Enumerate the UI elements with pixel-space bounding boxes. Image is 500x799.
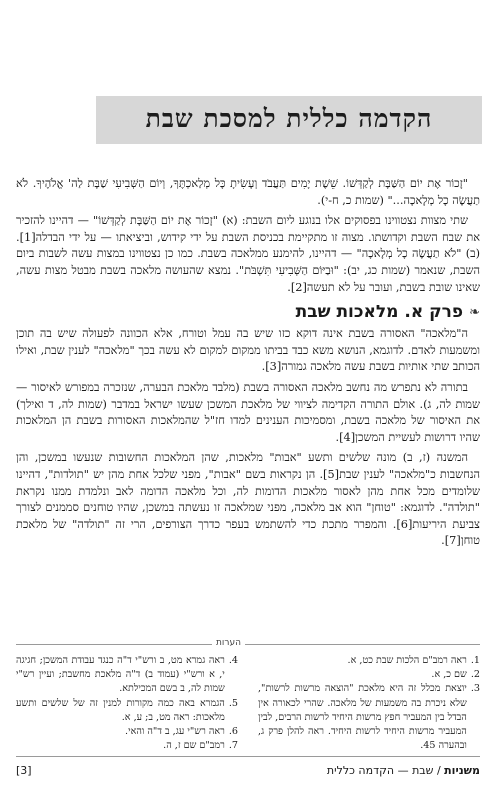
page-number: [3]	[16, 764, 32, 777]
main-text	[16, 176, 480, 554]
running-footer	[327, 764, 480, 777]
footnote: 1. ראה רמב"ם הלכות שבת כט, א.	[347, 655, 480, 666]
footer-divider	[16, 756, 480, 757]
page-title: הקדמה כללית למסכת שבת	[145, 104, 433, 133]
footnote: 4. ראה גמרא מט, ב ורש"י ד"ה כנגד עבודת המשכן; חגיגה י, א ורש"י (עמוד ב) ד"ה מלאכת מחשבת; ועיין רש"י שמות לה, ב בשם המכילתא.	[16, 655, 238, 695]
notes-label: הערות	[212, 638, 245, 648]
footnote: 3. יוצאת מכלל זה היא מלאכת "הוצאה מרשות לרשות", שלא ניכרת בה משמעות של מלאכה. שהרי לכאורה אין הבדל בין המעביר חפץ מרשות היחיד לרשות הרבים, לבין המעביר מרשות היחיד לרשות היחיד. ראה להלן פרק ג, ובהערה 45.	[258, 683, 480, 752]
section-name: שבת — הקדמה כללית	[326, 764, 434, 777]
intro-paragraph: שתי מצוות נצטווינו בפסוקים אלו בנוגע ליום השבת: (א) "זָכוֹר אֶת יוֹם הַשַּׁבָּת לְקַדְּשׁוֹ" — דהיינו להזכיר את שבח השבת וקדושתו. מצוה זו מתקיימת בכניסת השבת על ידי קידוש, וביציאתו — על ידי הבדלה[1]. (ב) "לֹא תַעֲשֶׂה כָל מְלָאכָה" — דהיינו, להימנע ממלאכה בשבת. כמו כן נצטווינו במצות עשה לשבות ביום השבת, שנאמר (שמות כג, יב): "וּבַיּוֹם הַשְּׁבִיעִי תִּשְׁבֹּת". נמצא שהעושה מלאכה בשבת מבטל מצות עשה, שאינו שובת בשבת, ועובר על לא תעשה[2].	[16, 214, 480, 294]
footnote: 6. ראה רש"י עג, ב ד"ה והאי.	[125, 726, 238, 738]
footnote: 2. שם כ, א.	[431, 669, 480, 681]
footnote: 7. רמב"ם שם ז, ה.	[163, 740, 238, 752]
chapter-title: פרק א. מלאכות שבת	[295, 302, 464, 323]
chapter-heading	[16, 302, 480, 322]
body-paragraph: בתורה לא נתפרש מה נחשב מלאכה האסורה בשבת (מלבד מלאכת הבערה, שנזכרה במפורש לאיסור — שמות לה, ג). אולם התורה הקדימה לציווי של מלאכת המשכן שעשו ישראל במדבר (שמות לה, ד ואילך) את האיסור של מלאכה בשבת, ומסמיכות הענינים למדו חז"ל שהמלאכות האסורות בשבת הן המלאכות שהיו דרושות לעשיית המשכן[4].	[16, 380, 480, 444]
fleuron-icon: ❧	[469, 304, 480, 320]
footnotes-right-column	[258, 654, 480, 753]
body-paragraph: ה"מלאכה" האסורה בשבת אינה דוקא כזו שיש בה עמל וטורח, אלא הכוונה לפעולה שיש בה תוכן ומשמעות לאדם. לדוגמא, הנושא משא כבד בביתו ממקום למקום לא עשה בכך "מלאכה" לענין שבת, ואילו הכותב שתי אותיות בשבת עשה מלאכה גמורה[3].	[16, 327, 480, 374]
body-paragraph: המשנה (ז, ב) מונה שלשים ותשע "אבות" מלאכות, שהן המלאכות החשובות שנעשו במשכן, והן הנחשבות כ"מלאכה" לענין שבת[5]. הן נקראות בשם "אבות", מפני שלכל אחת מהן יש "תולדות", דהיינו שלומדים מכל אחת מהן לאסור מלאכות הדומות לה, וכל מלאכה הדומה לאב ונלמדת ממנו נקראת "תולדה". לדוגמא: "טוחן" הוא אב מלאכה, מפני שמלאכה זו נעשתה במשכן, שהיו טוחנים סממנים לצורך צביעת היריעות[6]. והמפרר מתכת כדי להשתמש בעפר כדרך הצורפים, הרי זה "תולדה" של מלאכת טוחן[7].	[16, 451, 481, 548]
opening-verse: "זָכוֹר אֶת יוֹם הַשַּׁבָּת לְקַדְּשׁוֹ. שֵׁשֶׁת יָמִים תַּעֲבֹד וְעָשִׂיתָ כָּל מְלַאכְתֶּךָ, וְיוֹם הַשְּׁבִיעִי שַׁבָּת לַה' אֱלֹהֶיךָ. לֹא תַעֲשֶׂה כָל מְלָאכָה..." (שמות כ, ח-י).	[16, 177, 480, 207]
book-name: משניות	[444, 764, 480, 777]
footnotes-left-column	[16, 654, 238, 753]
footer-separator: /	[433, 764, 445, 777]
footnote: 5. הגמרא באה כמה מקורות למנין זה של שלשים ותשע מלאכות: ראה מט, ב; ע, א.	[16, 697, 238, 723]
notes-divider	[16, 644, 480, 645]
